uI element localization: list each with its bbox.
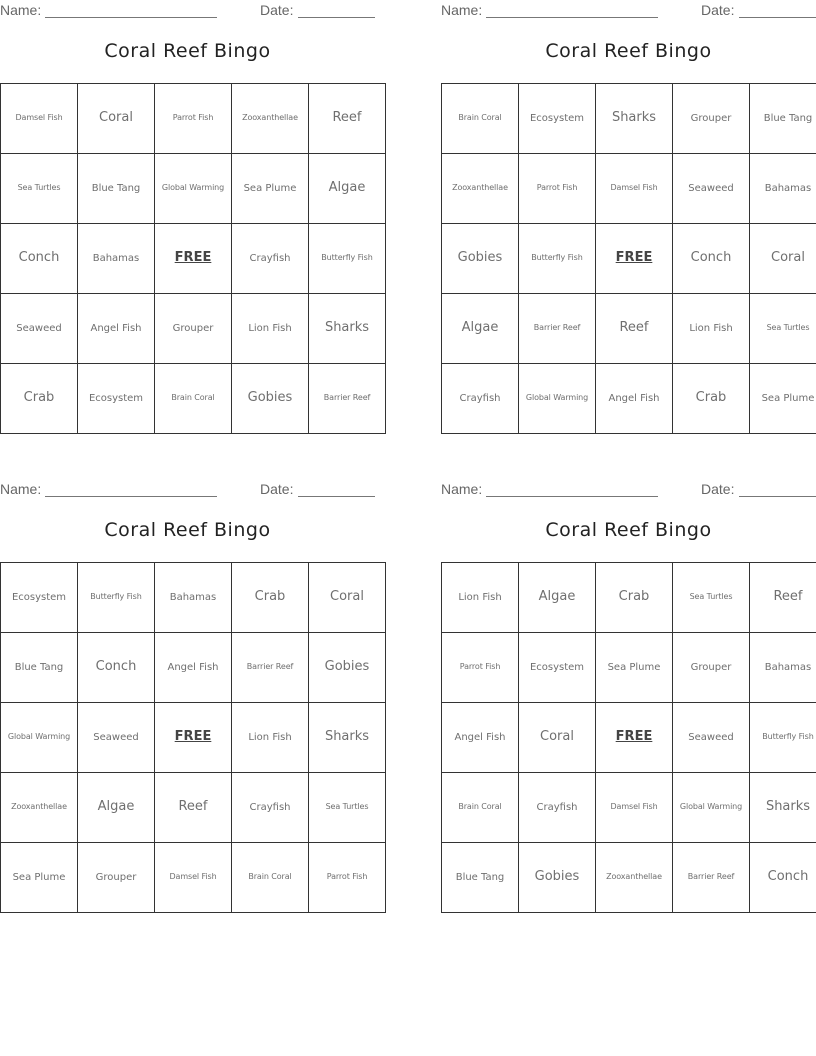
bingo-row bbox=[442, 294, 816, 364]
bingo-cell: Blue Tang bbox=[78, 154, 155, 224]
bingo-cell: Sharks bbox=[596, 84, 673, 154]
card-title: Coral Reef Bingo bbox=[545, 519, 712, 541]
free-space: FREE bbox=[596, 703, 673, 773]
bingo-cell: Conch bbox=[78, 633, 155, 703]
bingo-card-4 bbox=[441, 479, 816, 914]
bingo-cell: Zooxanthellae bbox=[232, 84, 309, 154]
bingo-cell: Global Warming bbox=[155, 154, 232, 224]
bingo-row bbox=[1, 703, 386, 773]
bingo-cell: Butterfly Fish bbox=[519, 224, 596, 294]
bingo-cell: Brain Coral bbox=[442, 84, 519, 154]
bingo-cell: Brain Coral bbox=[232, 843, 309, 913]
bingo-cell: Algae bbox=[519, 563, 596, 633]
card-header bbox=[0, 479, 375, 499]
bingo-cell: Brain Coral bbox=[442, 773, 519, 843]
bingo-cell: Damsel Fish bbox=[596, 154, 673, 224]
bingo-card-1 bbox=[0, 0, 375, 435]
bingo-cell: Barrier Reef bbox=[673, 843, 750, 913]
bingo-cell: Reef bbox=[155, 773, 232, 843]
bingo-cell: Global Warming bbox=[519, 364, 596, 434]
bingo-cell: Angel Fish bbox=[442, 703, 519, 773]
bingo-cell: Grouper bbox=[78, 843, 155, 913]
card-header bbox=[441, 479, 816, 499]
name-label: Name: bbox=[0, 2, 42, 18]
bingo-row bbox=[442, 154, 816, 224]
bingo-row bbox=[442, 224, 816, 294]
bingo-row bbox=[1, 294, 386, 364]
bingo-cell: Algae bbox=[78, 773, 155, 843]
bingo-row bbox=[1, 224, 386, 294]
bingo-cell: Sea Plume bbox=[232, 154, 309, 224]
bingo-cell: Sea Plume bbox=[1, 843, 78, 913]
bingo-cell: Sharks bbox=[750, 773, 816, 843]
free-space: FREE bbox=[596, 224, 673, 294]
bingo-row bbox=[1, 154, 386, 224]
bingo-cell: Reef bbox=[750, 563, 816, 633]
name-field bbox=[45, 17, 217, 18]
bingo-cell: Lion Fish bbox=[232, 703, 309, 773]
bingo-card-2 bbox=[441, 0, 816, 435]
bingo-cell: Grouper bbox=[673, 633, 750, 703]
bingo-cell: Bahamas bbox=[155, 563, 232, 633]
bingo-row bbox=[1, 364, 386, 434]
name-label: Name: bbox=[441, 2, 483, 18]
bingo-cell: Gobies bbox=[232, 364, 309, 434]
bingo-cell: Ecosystem bbox=[519, 84, 596, 154]
bingo-grid bbox=[0, 83, 386, 434]
bingo-cell: Bahamas bbox=[750, 633, 816, 703]
bingo-cell: Seaweed bbox=[78, 703, 155, 773]
bingo-cell: Blue Tang bbox=[1, 633, 78, 703]
bingo-cell: Bahamas bbox=[78, 224, 155, 294]
bingo-cell: Grouper bbox=[673, 84, 750, 154]
bingo-cell: Gobies bbox=[442, 224, 519, 294]
bingo-cell: Ecosystem bbox=[519, 633, 596, 703]
date-field bbox=[739, 496, 816, 497]
bingo-cell: Gobies bbox=[309, 633, 386, 703]
bingo-cell: Global Warming bbox=[673, 773, 750, 843]
free-space: FREE bbox=[155, 224, 232, 294]
bingo-cell: Butterfly Fish bbox=[78, 563, 155, 633]
date-field bbox=[298, 17, 375, 18]
bingo-cell: Crab bbox=[232, 563, 309, 633]
bingo-row bbox=[442, 84, 816, 154]
bingo-cell: Parrot Fish bbox=[155, 84, 232, 154]
name-label: Name: bbox=[0, 481, 42, 497]
bingo-card-3 bbox=[0, 479, 375, 914]
card-header bbox=[0, 0, 375, 20]
bingo-cell: Sharks bbox=[309, 703, 386, 773]
bingo-cell: Bahamas bbox=[750, 154, 816, 224]
date-label: Date: bbox=[260, 481, 294, 497]
bingo-cell: Gobies bbox=[519, 843, 596, 913]
bingo-cell: Coral bbox=[750, 224, 816, 294]
card-title: Coral Reef Bingo bbox=[545, 40, 712, 62]
bingo-cell: Ecosystem bbox=[1, 563, 78, 633]
bingo-cell: Crayfish bbox=[519, 773, 596, 843]
free-space: FREE bbox=[155, 703, 232, 773]
bingo-row bbox=[442, 563, 816, 633]
bingo-row bbox=[1, 633, 386, 703]
bingo-cell: Damsel Fish bbox=[596, 773, 673, 843]
bingo-cell: Barrier Reef bbox=[232, 633, 309, 703]
bingo-cell: Global Warming bbox=[1, 703, 78, 773]
bingo-cell: Blue Tang bbox=[442, 843, 519, 913]
bingo-cell: Seaweed bbox=[673, 154, 750, 224]
bingo-cell: Parrot Fish bbox=[309, 843, 386, 913]
name-field bbox=[486, 496, 658, 497]
bingo-cell: Seaweed bbox=[673, 703, 750, 773]
date-label: Date: bbox=[701, 481, 735, 497]
bingo-cell: Sea Turtles bbox=[1, 154, 78, 224]
bingo-cell: Crayfish bbox=[232, 773, 309, 843]
bingo-cell: Sea Turtles bbox=[673, 563, 750, 633]
bingo-cell: Crayfish bbox=[442, 364, 519, 434]
bingo-cell: Butterfly Fish bbox=[309, 224, 386, 294]
bingo-grid bbox=[441, 562, 816, 913]
bingo-cell: Seaweed bbox=[1, 294, 78, 364]
bingo-cell: Sea Plume bbox=[750, 364, 816, 434]
bingo-cell: Damsel Fish bbox=[1, 84, 78, 154]
bingo-cell: Zooxanthellae bbox=[596, 843, 673, 913]
bingo-cell: Grouper bbox=[155, 294, 232, 364]
bingo-row bbox=[1, 843, 386, 913]
bingo-row bbox=[1, 773, 386, 843]
bingo-cell: Algae bbox=[442, 294, 519, 364]
bingo-cell: Coral bbox=[309, 563, 386, 633]
date-label: Date: bbox=[701, 2, 735, 18]
bingo-cell: Parrot Fish bbox=[442, 633, 519, 703]
card-header bbox=[441, 0, 816, 20]
bingo-cell: Zooxanthellae bbox=[1, 773, 78, 843]
bingo-cell: Parrot Fish bbox=[519, 154, 596, 224]
bingo-cell: Barrier Reef bbox=[309, 364, 386, 434]
bingo-row bbox=[1, 563, 386, 633]
bingo-row bbox=[442, 843, 816, 913]
bingo-cell: Conch bbox=[750, 843, 816, 913]
bingo-row bbox=[442, 364, 816, 434]
bingo-cell: Butterfly Fish bbox=[750, 703, 816, 773]
bingo-cell: Reef bbox=[309, 84, 386, 154]
bingo-cell: Brain Coral bbox=[155, 364, 232, 434]
bingo-cell: Angel Fish bbox=[155, 633, 232, 703]
bingo-cell: Sea Turtles bbox=[750, 294, 816, 364]
date-label: Date: bbox=[260, 2, 294, 18]
bingo-row bbox=[442, 773, 816, 843]
bingo-cell: Conch bbox=[1, 224, 78, 294]
date-field bbox=[298, 496, 375, 497]
bingo-cell: Reef bbox=[596, 294, 673, 364]
date-field bbox=[739, 17, 816, 18]
card-title: Coral Reef Bingo bbox=[104, 519, 271, 541]
bingo-cell: Conch bbox=[673, 224, 750, 294]
bingo-cell: Lion Fish bbox=[232, 294, 309, 364]
bingo-cell: Lion Fish bbox=[673, 294, 750, 364]
name-field bbox=[45, 496, 217, 497]
bingo-cell: Zooxanthellae bbox=[442, 154, 519, 224]
bingo-cell: Sea Turtles bbox=[309, 773, 386, 843]
bingo-row bbox=[442, 703, 816, 773]
bingo-cell: Coral bbox=[519, 703, 596, 773]
bingo-cell: Angel Fish bbox=[596, 364, 673, 434]
bingo-cell: Sharks bbox=[309, 294, 386, 364]
bingo-cell: Angel Fish bbox=[78, 294, 155, 364]
bingo-cell: Damsel Fish bbox=[155, 843, 232, 913]
bingo-cell: Blue Tang bbox=[750, 84, 816, 154]
bingo-cell: Ecosystem bbox=[78, 364, 155, 434]
bingo-cell: Crab bbox=[596, 563, 673, 633]
bingo-cell: Sea Plume bbox=[596, 633, 673, 703]
name-field bbox=[486, 17, 658, 18]
bingo-cell: Crab bbox=[673, 364, 750, 434]
bingo-cell: Algae bbox=[309, 154, 386, 224]
bingo-grid bbox=[0, 562, 386, 913]
bingo-cell: Barrier Reef bbox=[519, 294, 596, 364]
bingo-cell: Crayfish bbox=[232, 224, 309, 294]
bingo-cell: Lion Fish bbox=[442, 563, 519, 633]
card-title: Coral Reef Bingo bbox=[104, 40, 271, 62]
bingo-cell: Coral bbox=[78, 84, 155, 154]
name-label: Name: bbox=[441, 481, 483, 497]
bingo-cell: Crab bbox=[1, 364, 78, 434]
bingo-row bbox=[1, 84, 386, 154]
bingo-row bbox=[442, 633, 816, 703]
bingo-grid bbox=[441, 83, 816, 434]
